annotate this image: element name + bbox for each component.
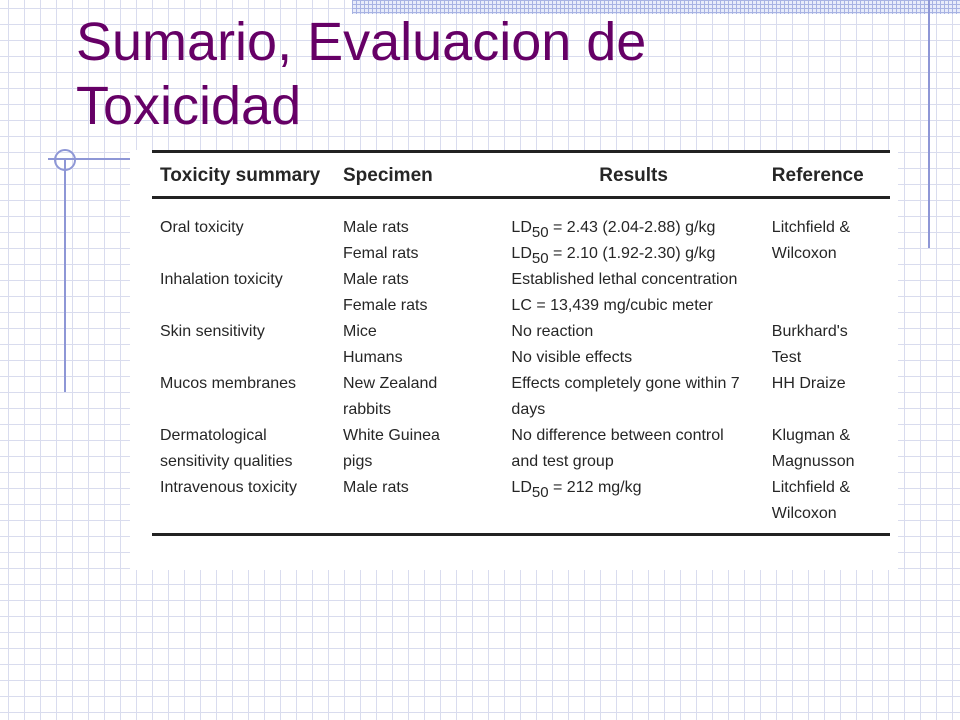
result-subscript: 50 <box>531 250 549 267</box>
result-text <box>511 449 755 475</box>
summary-text: Oral toxicity <box>160 219 244 236</box>
result-prefix: No difference between control <box>511 427 724 444</box>
result-text <box>511 241 755 267</box>
cell-reference <box>764 371 890 423</box>
result-text <box>511 267 755 293</box>
header-reference: Reference <box>764 152 890 198</box>
header-results: Results <box>503 152 763 198</box>
table-row <box>152 198 890 268</box>
result-prefix: LD <box>511 479 532 496</box>
toxicity-table-panel <box>130 150 898 570</box>
summary-text: Intravenous toxicity <box>160 479 297 496</box>
cell-specimen <box>335 198 503 268</box>
result-prefix: LD <box>511 219 532 236</box>
result-text <box>511 475 755 501</box>
specimen-text: Male rats <box>342 271 409 288</box>
result-subscript: 50 <box>531 224 549 241</box>
specimen-text: New Zealand <box>342 375 438 392</box>
reference-text: Litchfield & <box>771 479 851 496</box>
cell-specimen <box>335 267 503 319</box>
cell-specimen <box>335 475 503 535</box>
decorative-vertical-line <box>64 160 66 392</box>
decorative-circle <box>54 149 76 171</box>
cell-toxicity-summary <box>152 423 335 475</box>
result-text <box>511 293 755 319</box>
cell-toxicity-summary <box>152 198 335 268</box>
specimen-text: pigs <box>342 453 373 470</box>
result-prefix: No reaction <box>511 323 594 340</box>
specimen-text: rabbits <box>342 401 392 418</box>
cell-specimen <box>335 371 503 423</box>
cell-reference <box>764 475 890 535</box>
table-header-row <box>152 152 890 198</box>
cell-results <box>503 475 763 535</box>
summary-text: Skin sensitivity <box>160 323 265 340</box>
header-specimen: Specimen <box>335 152 503 198</box>
result-prefix: and test group <box>511 453 614 470</box>
summary-text: Dermatological <box>160 427 267 444</box>
reference-text: Wilcoxon <box>771 505 837 522</box>
result-prefix: LD <box>511 245 532 262</box>
reference-text: Litchfield & <box>771 219 851 236</box>
cell-results <box>503 371 763 423</box>
specimen-text: Male rats <box>342 479 409 496</box>
summary-text: Mucos membranes <box>160 375 297 392</box>
result-value: = 2.43 (2.04-2.88) g/kg <box>548 219 716 236</box>
result-text <box>511 319 755 345</box>
result-text <box>511 371 755 397</box>
result-prefix: Effects completely gone within 7 <box>511 375 740 392</box>
reference-text: HH Draize <box>771 375 846 392</box>
result-value: = 212 mg/kg <box>548 479 642 496</box>
cell-results <box>503 267 763 319</box>
reference-text: Wilcoxon <box>771 245 837 262</box>
decorative-vertical-line <box>928 0 930 248</box>
result-prefix: No visible effects <box>511 349 633 366</box>
cell-reference <box>764 198 890 268</box>
result-prefix: LC = 13,439 mg/cubic meter <box>511 297 713 314</box>
result-prefix: Established lethal concentration <box>511 271 738 288</box>
header-toxicity-summary: Toxicity summary <box>152 152 335 198</box>
reference-text: Klugman & <box>771 427 851 444</box>
summary-text: sensitivity qualities <box>160 453 293 470</box>
specimen-text: Mice <box>342 323 377 340</box>
cell-toxicity-summary <box>152 267 335 319</box>
summary-text: Inhalation toxicity <box>160 271 283 288</box>
slide-title: Sumario, Evaluacion de Toxicidad <box>76 12 647 136</box>
specimen-text: Femal rats <box>342 245 419 262</box>
specimen-text: Male rats <box>342 219 409 236</box>
table-row <box>152 319 890 371</box>
cell-toxicity-summary <box>152 475 335 535</box>
table-row <box>152 475 890 535</box>
table-row <box>152 267 890 319</box>
result-text <box>511 423 755 449</box>
cell-results <box>503 198 763 268</box>
specimen-text: Humans <box>342 349 403 366</box>
cell-results <box>503 423 763 475</box>
reference-text: Test <box>771 349 802 366</box>
cell-reference <box>764 423 890 475</box>
result-text <box>511 215 755 241</box>
reference-text: Burkhard's <box>771 323 848 340</box>
reference-text: Magnusson <box>771 453 855 470</box>
result-subscript: 50 <box>531 484 549 501</box>
result-text <box>511 345 755 371</box>
cell-results <box>503 319 763 371</box>
result-prefix: days <box>511 401 546 418</box>
table-row <box>152 423 890 475</box>
cell-toxicity-summary <box>152 319 335 371</box>
specimen-text: White Guinea <box>342 427 440 444</box>
cell-specimen <box>335 423 503 475</box>
cell-reference <box>764 267 890 319</box>
result-value: = 2.10 (1.92-2.30) g/kg <box>548 245 716 262</box>
toxicity-table <box>152 150 890 536</box>
table-row <box>152 371 890 423</box>
cell-reference <box>764 319 890 371</box>
result-text <box>511 397 755 423</box>
cell-specimen <box>335 319 503 371</box>
specimen-text: Female rats <box>342 297 428 314</box>
table-body <box>152 198 890 535</box>
cell-toxicity-summary <box>152 371 335 423</box>
